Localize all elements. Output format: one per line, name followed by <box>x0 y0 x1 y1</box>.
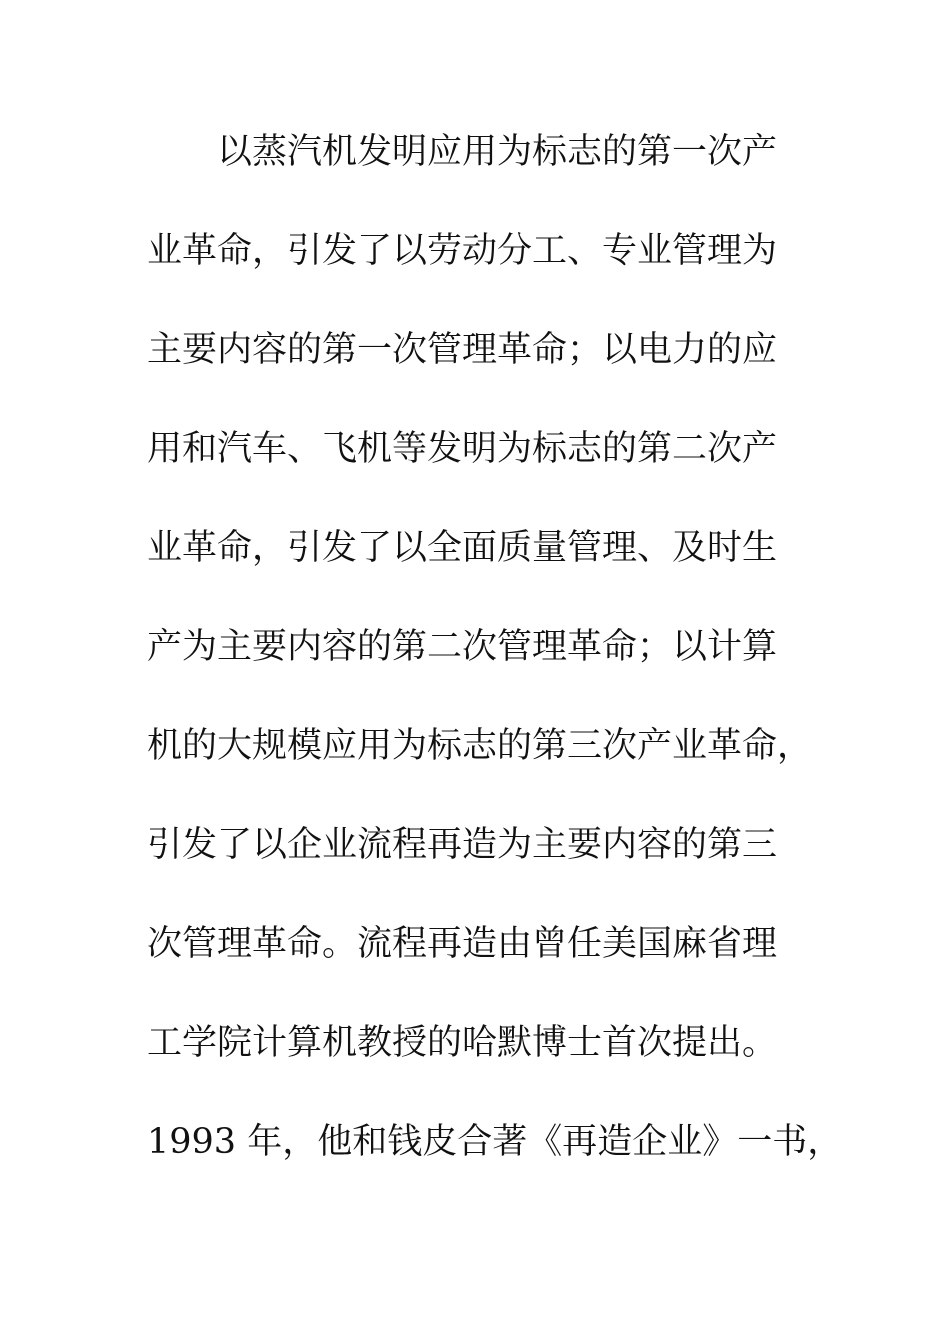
paragraph-line: 业革命，引发了以全面质量管理、及时生 <box>147 528 778 568</box>
paragraph-line: 次管理革命。流程再造由曾任美国麻省理 <box>147 924 778 964</box>
paragraph-line: 工学院计算机教授的哈默博士首次提出。 <box>147 1023 778 1063</box>
body-paragraph <box>147 126 843 1215</box>
paragraph-line: 引发了以企业流程再造为主要内容的第三 <box>147 825 778 865</box>
paragraph-line: 主要内容的第一次管理革命；以电力的应 <box>147 330 778 370</box>
paragraph-line: 以蒸汽机发明应用为标志的第一次产 <box>217 132 778 172</box>
paragraph-line: 业革命，引发了以劳动分工、专业管理为 <box>147 231 778 271</box>
paragraph-line: 机的大规模应用为标志的第三次产业革命， <box>147 726 813 766</box>
paragraph-line: 用和汽车、飞机等发明为标志的第二次产 <box>147 429 778 469</box>
paragraph-line: 1993 年，他和钱皮合著《再造企业》一书， <box>147 1122 843 1162</box>
paragraph-line: 产为主要内容的第二次管理革命；以计算 <box>147 627 778 667</box>
